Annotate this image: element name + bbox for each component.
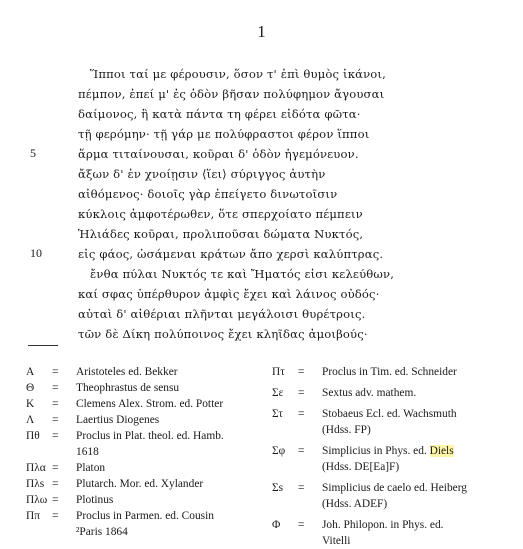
siglum-description: Stobaeus Ecl. ed. Wachsmuth xyxy=(322,408,457,420)
equals-sign: = xyxy=(298,408,305,420)
equals-sign: = xyxy=(298,366,305,378)
siglum: Σε xyxy=(272,387,284,399)
sigla-row xyxy=(272,385,517,401)
siglum: Θ xyxy=(26,382,35,394)
siglum-description: Theophrastus de sensu xyxy=(76,382,180,394)
siglum: Πθ xyxy=(26,430,40,442)
siglum-description: Proclus in Parmen. ed. Cousin xyxy=(76,510,214,522)
line-number: 5 xyxy=(30,146,36,160)
siglum-description: Platon xyxy=(76,462,106,474)
equals-sign: = xyxy=(52,430,59,442)
equals-sign: = xyxy=(52,382,59,394)
sigla-row xyxy=(272,480,517,512)
siglum: K xyxy=(26,398,35,410)
siglum: Σs xyxy=(272,482,284,494)
siglum-description xyxy=(322,443,517,459)
siglum-description-cont: (Hdss. ADEF) xyxy=(322,498,388,510)
equals-sign: = xyxy=(52,510,59,522)
verse-line: αὐταὶ δ' αἰθέριαι πλῆνται μεγάλοισι θυρέτροις. xyxy=(78,307,366,321)
siglum-description: Plotinus xyxy=(76,494,114,506)
verse-line: αἰθόμενος· δοιοῖς γὰρ ἐπείγετο δινωτοῖσιν xyxy=(78,187,338,201)
equals-sign: = xyxy=(52,478,59,490)
verse-line: ἅρμα τιταίνουσαι, κοῦραι δ' ὁδὸν ἡγεμόνευον. xyxy=(78,147,359,161)
siglum-description: Proclus in Plat. theol. ed. Hamb. xyxy=(76,430,224,442)
siglum: Λ xyxy=(26,414,35,426)
sigla-left-column xyxy=(26,364,254,540)
siglum: Στ xyxy=(272,408,284,420)
verse-line: Ἡλιάδες κοῦραι, προλιποῦσαι δώματα Νυκτός, xyxy=(78,227,364,241)
siglum: Πλα xyxy=(26,462,46,474)
siglum: A xyxy=(26,366,35,378)
sigla-row xyxy=(26,492,254,508)
verse-line: καί σφας ὑπέρθυρον ἀμφὶς ἔχει καὶ λάινος οὐδός· xyxy=(78,287,380,301)
siglum-description: Simplicius de caelo ed. Heiberg xyxy=(322,482,467,494)
sigla-row xyxy=(26,380,254,396)
sigla-row xyxy=(26,508,254,540)
siglum-description-cont: Vitelli xyxy=(322,535,351,547)
equals-sign: = xyxy=(52,462,59,474)
verse-line: δαίμονος, ἣ κατὰ πάντα τη φέρει εἰδότα φῶτα· xyxy=(78,107,361,121)
siglum-description-cont: ²Paris 1864 xyxy=(76,526,128,538)
verse-line: ἔνθα πύλαι Νυκτός τε καὶ Ἤματός εἰσι κελεύθων, xyxy=(90,267,395,281)
sigla-row xyxy=(26,412,254,428)
siglum-description: Sextus adv. mathem. xyxy=(322,387,417,399)
equals-sign: = xyxy=(298,445,305,457)
verse-line: εἰς φάος, ὠσάμεναι κράτων ἄπο χερσὶ καλύπτρας. xyxy=(78,247,384,261)
sigla-row xyxy=(26,460,254,476)
verse-line: πέμπον, ἐπεί μ' ἐς ὁδὸν βῆσαν πολύφημον ἄγουσαι xyxy=(78,87,385,101)
sigla-row xyxy=(272,406,517,438)
siglum: Πτ xyxy=(272,366,285,378)
siglum-description: Plutarch. Mor. ed. Xylander xyxy=(76,478,204,490)
sigla-row xyxy=(26,428,254,460)
siglum: Σφ xyxy=(272,445,286,457)
verse-line: τῇ φερόμην· τῇ γάρ με πολύφραστοι φέρον ἵπποι xyxy=(78,127,370,141)
sigla-row xyxy=(26,476,254,492)
sigla-row xyxy=(26,396,254,412)
page-number: 1 xyxy=(257,22,266,41)
equals-sign: = xyxy=(298,482,305,494)
sigla-row xyxy=(272,364,517,380)
sigla-right-column xyxy=(272,364,517,549)
siglum: Φ xyxy=(272,519,281,531)
siglum: Ππ xyxy=(26,510,40,522)
footnote-rule xyxy=(28,345,58,346)
equals-sign: = xyxy=(52,398,59,410)
equals-sign: = xyxy=(52,414,59,426)
highlighted-word: Diels xyxy=(429,445,454,457)
equals-sign: = xyxy=(298,387,305,399)
verse-line: κύκλοις ἀμφοτέρωθεν, ὅτε σπερχοίατο πέμπειν xyxy=(78,207,363,221)
siglum-description-cont: 1618 xyxy=(76,446,99,458)
siglum: Πλω xyxy=(26,494,48,506)
siglum-description-cont: (Hdss. DE[Ea]F) xyxy=(322,461,400,473)
sigla-row xyxy=(272,443,517,475)
siglum-description-text: Simplicius in Phys. ed. xyxy=(322,445,427,457)
siglum-description-cont: (Hdss. FP) xyxy=(322,424,371,436)
siglum-description: Clemens Alex. Strom. ed. Potter xyxy=(76,398,224,410)
equals-sign: = xyxy=(52,494,59,506)
equals-sign: = xyxy=(298,519,305,531)
siglum-description: Proclus in Tim. ed. Schneider xyxy=(322,366,457,378)
line-number: 10 xyxy=(30,246,42,260)
siglum-description: Aristoteles ed. Bekker xyxy=(76,366,178,378)
verse-line: Ἵπποι ταί με φέρουσιν, ὅσον τ' ἐπὶ θυμὸς ἱκάνοι, xyxy=(90,67,386,81)
sigla-row xyxy=(26,364,254,380)
verse-line: ἄξων δ' ἐν χνοίῃσιν ⟨ἵει⟩ σύριγγος ἀυτὴν xyxy=(78,167,326,181)
verse-line: τῶν δὲ Δίκη πολύποινος ἔχει κληῖδας ἀμοιβούς· xyxy=(78,327,368,341)
siglum-description: Joh. Philopon. in Phys. ed. xyxy=(322,519,444,531)
siglum-description: Laertius Diogenes xyxy=(76,414,160,426)
siglum: Πλs xyxy=(26,478,45,490)
equals-sign: = xyxy=(52,366,59,378)
sigla-row xyxy=(272,517,517,549)
